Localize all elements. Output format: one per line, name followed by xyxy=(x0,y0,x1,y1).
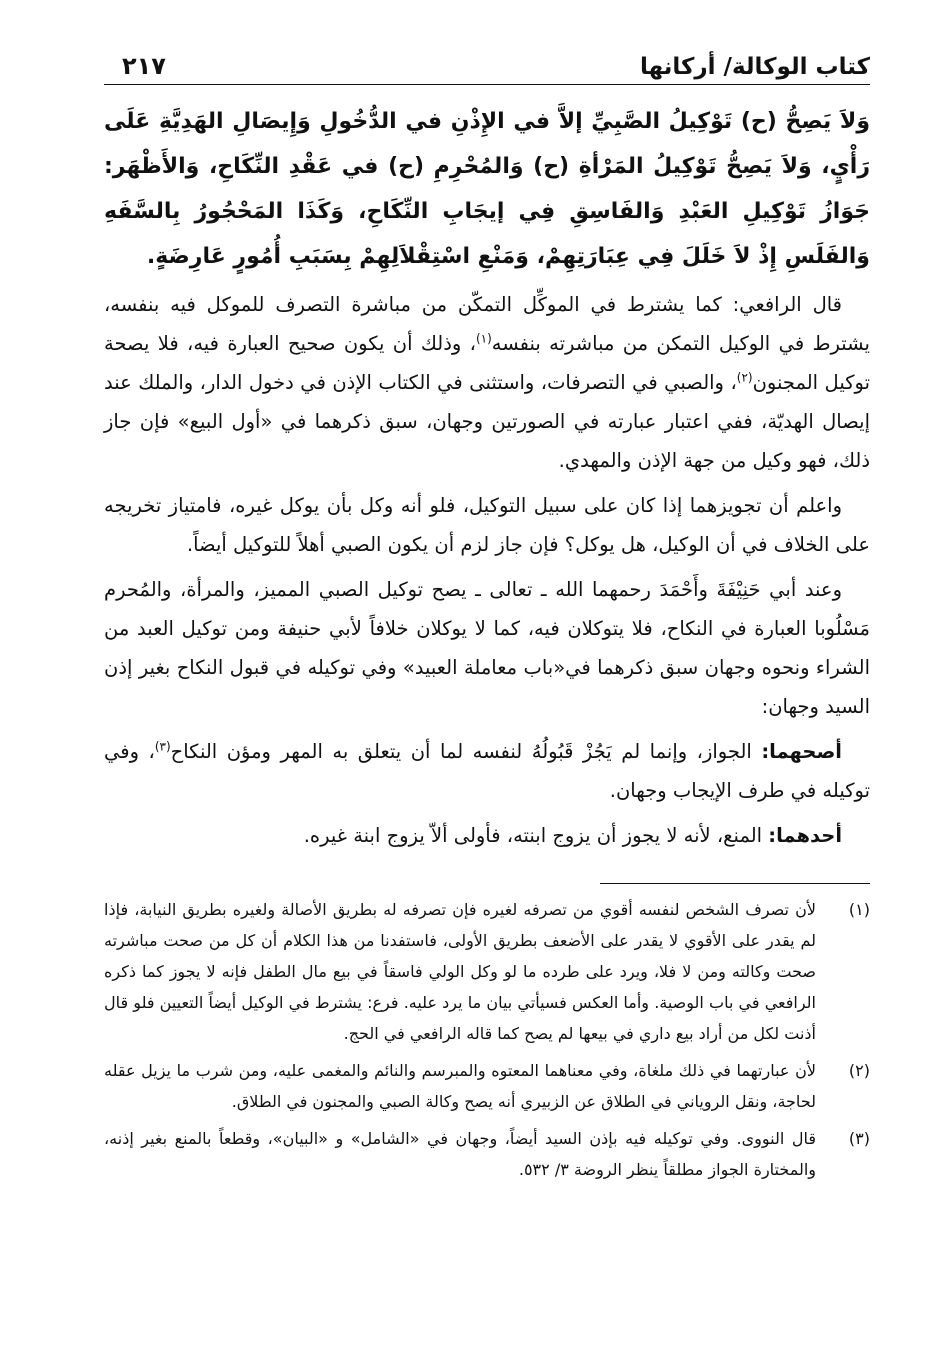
matn-text: وَلاَ يَصِحُّ (ح) تَوْكِيلُ الصَّبِيِّ إلاَّ في الإِذْنِ في الدُّخُولِ وَإِيصَالِ الهَدِيَّةِ عَلَى رَأْيٍ، وَلاَ يَصِحُّ تَوْكِيلُ المَرْأةِ (ح) وَالمُحْرِمِ (ح) في عَقْدِ النِّكَاحِ، وَالأَظْهَر: جَوَازُ تَوْكِيلِ العَبْدِ وَالفَاسِقِ فِي إيجَابِ النِّكَاحِ، وَكَذَا المَحْجُورُ بِالسَّفَهِ وَالفَلَسِ إِذْ لاَ خَلَلَ فِي عِبَارَتِهِمْ، وَمَنْعِ اسْتِقْلاَلِهِمْ بِسَبَبِ أُمُورٍ عَارِضَةٍ. xyxy=(104,109,870,269)
footnote-text: قال النووى. وفي توكيله فيه بإذن السيد أيضاً، وجهان في «الشامل» و «البيان»، وقطعاً بالمنع بغير إذنه، والمختارة الجواز مطلقاً ينظر الروضة ٣/ ٥٣٢. xyxy=(104,1129,816,1179)
page-number: ٢١٧ xyxy=(122,52,166,80)
footnote-number: (١) xyxy=(848,900,870,919)
paragraph-text: قال الرافعي: كما يشترط في الموكِّل التمكّن من مباشرة التصرف للموكل فيه بنفسه، يشترط في الوكيل التمكن من مباشرته بنفسه xyxy=(104,293,870,355)
paragraph-label: أحدهما: xyxy=(768,824,842,847)
paragraph-text: ، وذلك أن يكون صحيح العبارة فيه، فلا يصحة توكيل المجنون xyxy=(104,332,870,394)
footnote-number: (٣) xyxy=(848,1129,870,1148)
paragraph-tajwiz: واعلم أن تجويزهما إذا كان على سبيل التوكيل، فلو أنه وكل بأن يوكل غيره، فامتياز تخريجه على الخلاف في أن الوكيل، هل يوكل؟ فإن جاز لزم أن يكون الصبي أهلاً للتوكيل أيضاً. xyxy=(104,494,870,556)
paragraph-label: أصحهما: xyxy=(761,740,842,763)
footnote-text: لأن عبارتهما في ذلك ملغاة، وفي معناهما المعتوه والمبرسم والنائم والمغمى عليه، ومن شرب ما يزيل عقله لحاجة، ونقل الروياني في الطلاق عن الزبيري أنه يصح وكالة الصبي والمجنون في الطلاق. xyxy=(104,1061,816,1111)
header-rule xyxy=(104,84,870,85)
paragraph-ahaduhuma xyxy=(104,816,870,855)
footnote-3 xyxy=(104,1123,870,1185)
paragraph-text: الجواز، وإنما لم يَجُزْ قَبُولُهُ لنفسه لما أن يتعلق به المهر ومؤن النكاح xyxy=(170,740,762,763)
paragraph-text: المنع، لأنه لا يجوز أن يزوج ابنته، فأولى ألاّ يزوج ابنة غيره. xyxy=(303,824,769,847)
paragraph-text: ، والصبي في التصرفات، واستثنى في الكتاب الإذن في دخول الدار، والملك عند إيصال الهديّة، ففي اعتبار عبارته في الصورتين وجهان، سبق ذكرهما في «أول البيع» فإن جاز ذلك، فهو وكيل من جهة الإذن والمهدي. xyxy=(104,371,870,472)
footnote-1 xyxy=(104,894,870,1049)
book-page xyxy=(104,38,870,1191)
paragraph-rafii xyxy=(104,285,870,480)
footnote-text: لأن تصرف الشخص لنفسه أقوي من تصرفه لغيره فإن تصرفه له بطريق الأصالة ولغيره بطريق النيابة، فإذا لم يقدر على الأقوي لا يقدر على الأضعف بطريق الأولى، فاستفدنا من هذا الكلام أن كل من صحت مباشرته صحت وكالته ومن لا فلا، ويرد على طرده ما لو وكل الولي فاسقاً في بيع مال الطفل فإنه لا يجوز كما ذكره الرافعي في باب الوصية. وأما العكس فسيأتي بيان ما يرد عليه. فرع: يشترط في الوكيل أيضاً التعيين فلو قال أذنت لكل من أراد بيع داري في بيعها لم يصح كما قاله الرافعي في الحج. xyxy=(104,900,816,1043)
footnote-2 xyxy=(104,1055,870,1117)
running-header xyxy=(104,38,870,80)
footnote-number: (٢) xyxy=(848,1061,870,1080)
paragraph-ashahhuma xyxy=(104,732,870,810)
running-title: كتاب الوكالة/ أركانها xyxy=(639,54,870,80)
paragraph-abu-hanifa: وعند أبي حَنِيْفَةَ وأَحْمَدَ رحمهما الله ـ تعالى ـ يصح توكيل الصبي المميز، والمرأة، والمُحرم مَسْلُوبا العبارة في النكاح، فلا يتوكلان فيه، كما لا يوكلان خلافاً لأبي حنيفة ومن توكيل العبد من الشراء ونحوه وجهان سبق ذكرهما في«باب معاملة العبيد» وفي توكيله في قبول النكاح بغير إذن السيد وجهان: xyxy=(104,578,870,718)
footnote-separator xyxy=(600,883,870,884)
footnote-ref-1[interactable]: (١) xyxy=(475,331,492,346)
paragraph-text: ، وفي توكيله في طرف الإيجاب وجهان. xyxy=(104,740,870,802)
footnote-ref-2[interactable]: (٢) xyxy=(736,370,753,385)
footnote-ref-3[interactable]: (٣) xyxy=(154,739,171,754)
